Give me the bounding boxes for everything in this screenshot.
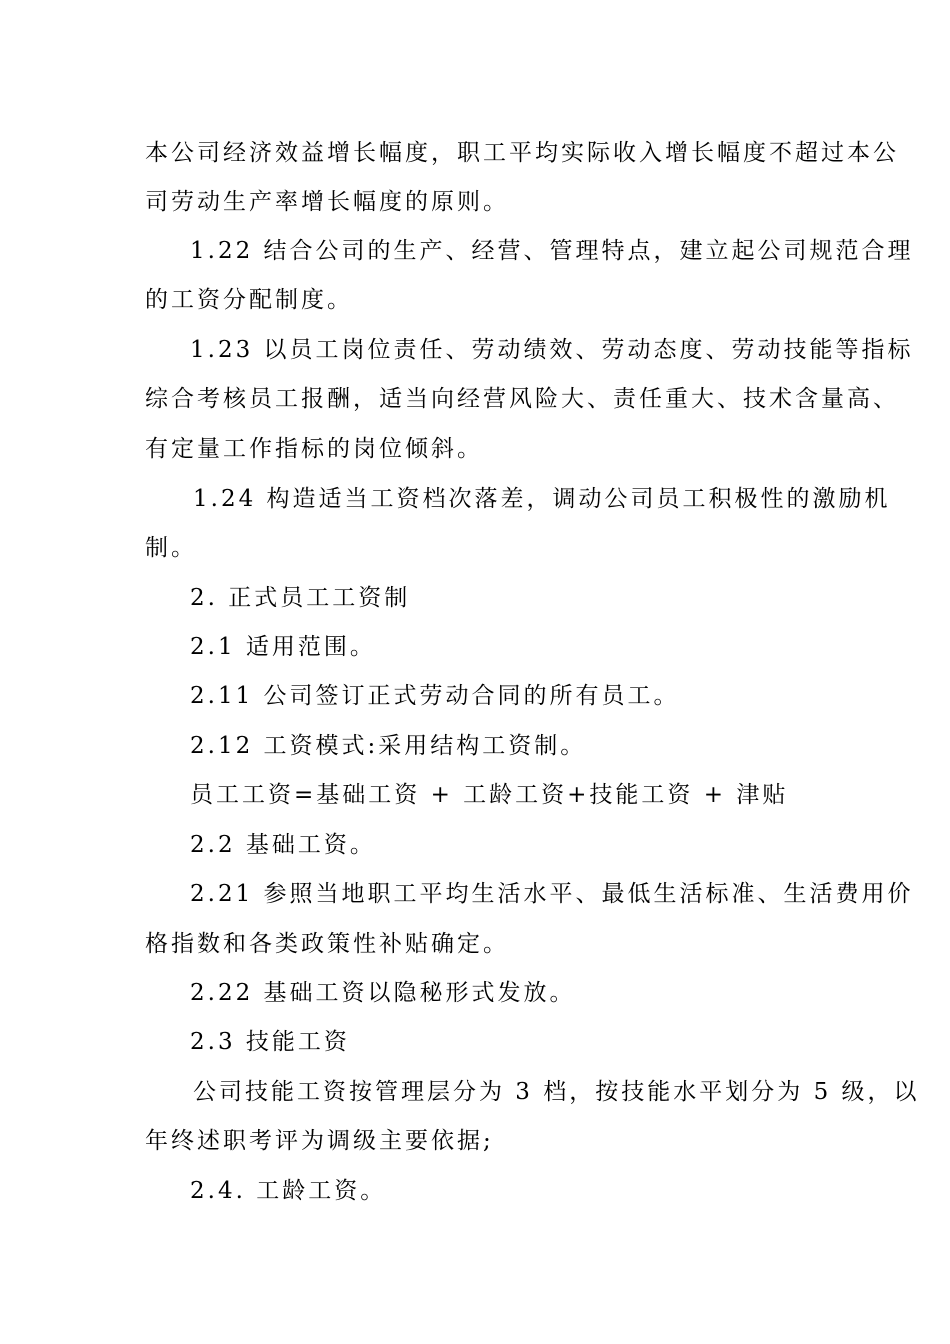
paragraph-line: 1.23 以员工岗位责任、劳动绩效、劳动态度、劳动技能等指标	[190, 337, 914, 363]
paragraph-line: 2.21 参照当地职工平均生活水平、最低生活标准、生活费用价	[190, 881, 914, 907]
paragraph-line: 制。	[145, 535, 197, 561]
section-heading: 2.3 技能工资	[190, 1029, 350, 1055]
paragraph-line: 年终述职考评为调级主要依据;	[145, 1128, 494, 1154]
paragraph-line: 司劳动生产率增长幅度的原则。	[145, 189, 509, 215]
paragraph-line: 1.22 结合公司的生产、经营、管理特点，建立起公司规范合理	[190, 238, 914, 264]
section-heading: 2.4. 工龄工资。	[190, 1178, 387, 1204]
paragraph-line: 本公司经济效益增长幅度，职工平均实际收入增长幅度不超过本公	[145, 140, 899, 166]
paragraph-line: 公司技能工资按管理层分为 3 档，按技能水平划分为 5 级，以	[193, 1079, 920, 1105]
paragraph-line: 2.2 基础工资。	[190, 832, 376, 858]
paragraph-line: 2.22 基础工资以隐秘形式发放。	[190, 980, 576, 1006]
paragraph-line: 1.24 构造适当工资档次落差，调动公司员工积极性的激励机	[193, 486, 891, 512]
salary-formula: 员工工资=基础工资 + 工龄工资+技能工资 + 津贴	[190, 782, 789, 808]
paragraph-line: 2.12 工资模式:采用结构工资制。	[190, 733, 587, 759]
paragraph-line: 格指数和各类政策性补贴确定。	[145, 931, 509, 957]
paragraph-line: 有定量工作指标的岗位倾斜。	[145, 436, 483, 462]
section-heading: 2. 正式员工工资制	[190, 585, 411, 611]
paragraph-line: 2.1 适用范围。	[190, 634, 376, 660]
paragraph-line: 综合考核员工报酬，适当向经营风险大、责任重大、技术含量高、	[145, 386, 899, 412]
paragraph-line: 2.11 公司签订正式劳动合同的所有员工。	[190, 683, 680, 709]
paragraph-line: 的工资分配制度。	[145, 287, 353, 313]
